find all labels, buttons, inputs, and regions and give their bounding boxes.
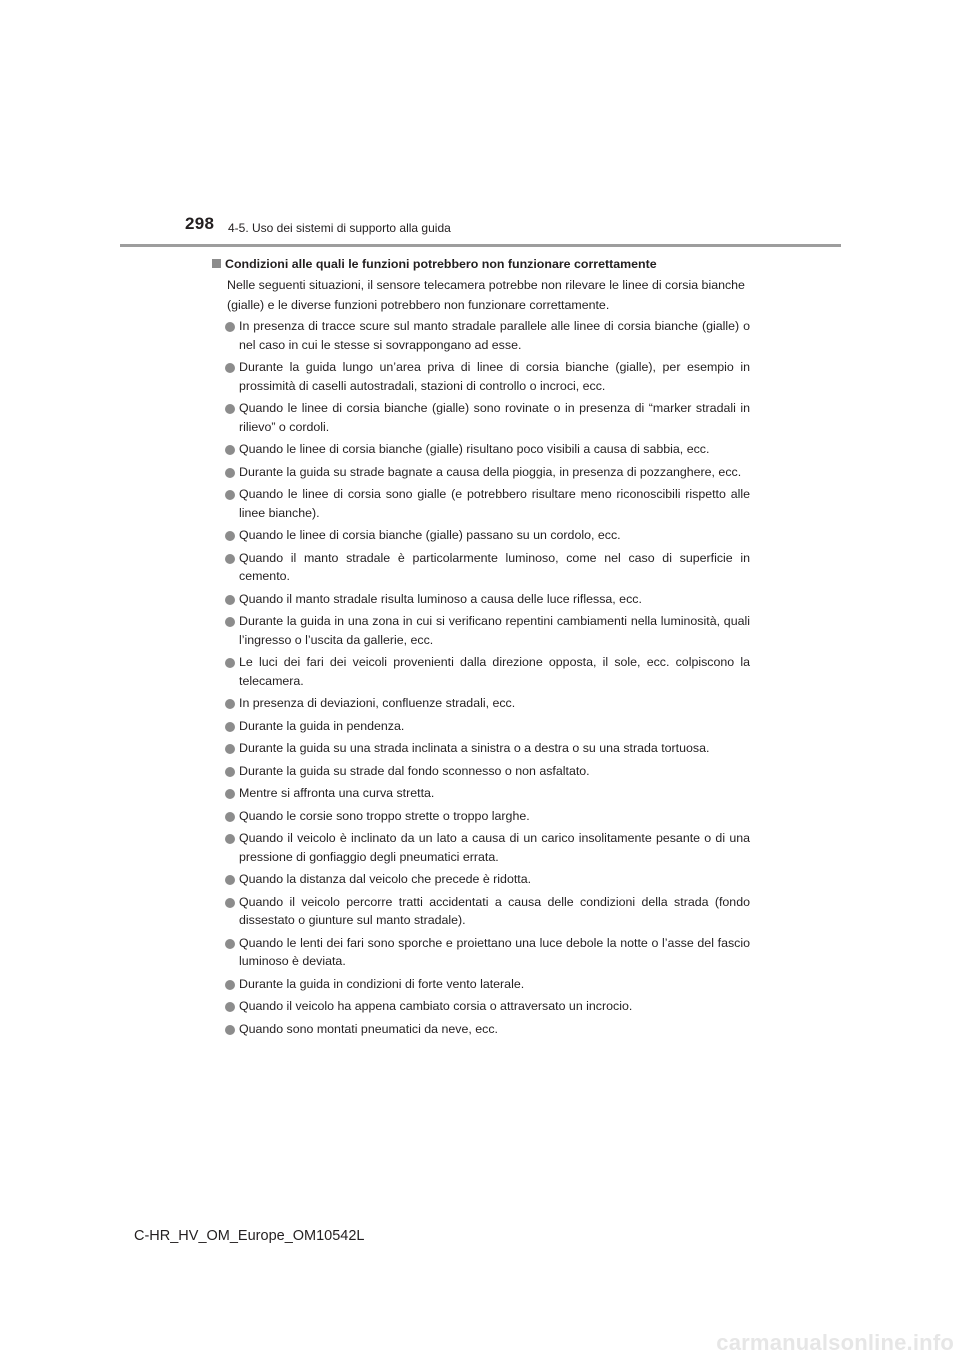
list-item-text: Quando il manto stradale è particolarmente luminoso, come nel caso di superficie in cemento. [239,550,750,583]
list-item-text: Durante la guida su strade dal fondo sconnesso o non asfaltato. [239,763,590,778]
list-item [225,893,750,930]
round-bullet-icon [225,789,235,799]
round-bullet-icon [225,322,235,332]
list-item-text: Quando il veicolo ha appena cambiato corsia o attraversato un incrocio. [239,999,633,1013]
list-item [225,870,750,889]
round-bullet-icon [225,722,235,732]
list-item-text: In presenza di deviazioni, confluenze stradali, ecc. [239,696,516,710]
list-item [225,997,750,1016]
list-item [225,463,750,482]
list-item [225,934,750,971]
list-item-text: Quando le lenti dei fari sono sporche e proiettano una luce debole la notte o l’asse del fascio luminoso è deviata. [239,935,750,968]
list-item-text: Quando le linee di corsia bianche (gialle) risultano poco visibili a causa di sabbia, ecc. [239,442,710,456]
intro-paragraph: Nelle seguenti situazioni, il sensore telecamera potrebbe non rilevare le linee di corsia bianche (gialle) e le diverse funzioni potrebbero non funzionare correttamente. [227,278,745,312]
list-item [225,653,750,690]
header-divider [120,244,841,247]
list-item-text: Le luci dei fari dei veicoli provenienti dalla direzione opposta, il sole, ecc. colpiscono la telecamera. [239,655,750,688]
list-item-text: Quando sono montati pneumatici da neve, ecc. [239,1021,498,1036]
round-bullet-icon [225,595,235,605]
list-item [225,829,750,866]
round-bullet-icon [225,554,235,564]
list-item [225,612,750,649]
list-item [225,440,750,459]
round-bullet-icon [225,834,235,844]
round-bullet-icon [225,1002,235,1012]
round-bullet-icon [225,658,235,668]
list-item [225,358,750,395]
round-bullet-icon [225,363,235,373]
section-title: 4-5. Uso dei sistemi di supporto alla guida [228,221,451,235]
round-bullet-icon [225,617,235,627]
list-item [225,526,750,545]
list-item [225,762,750,781]
list-item [225,694,750,713]
list-item [225,399,750,436]
list-item-text: Durante la guida lungo un’area priva di linee di corsia bianche (gialle), per esempio in prossimità di caselli autostradali, stazioni di controllo o incroci, ecc. [239,360,750,393]
list-item-text: Quando le linee di corsia sono gialle (e potrebbero risultare meno riconoscibili rispetto alle linee bianche). [239,487,750,520]
round-bullet-icon [225,490,235,500]
round-bullet-icon [225,980,235,990]
list-item [225,549,750,586]
round-bullet-icon [225,1025,235,1035]
round-bullet-icon [225,404,235,414]
list-item-text: Quando le linee di corsia bianche (gialle) passano su un cordolo, ecc. [239,528,621,542]
square-bullet-icon [212,259,221,268]
watermark: carmanualsonline.info [716,1330,954,1355]
list-item-text: Quando le corsie sono troppo strette o troppo larghe. [239,808,530,823]
list-item-text: Durante la guida su una strada inclinata a sinistra o a destra o su una strada tortuosa. [239,741,710,755]
list-item [225,739,750,758]
list-item-text: Durante la guida in pendenza. [239,718,405,733]
list-item-text: In presenza di tracce scure sul manto stradale parallele alle linee di corsia bianche (gialle) o nel caso in cui le stesse si sovrappongano ad esse. [239,319,750,352]
list-item-text: Quando le linee di corsia bianche (gialle) sono rovinate o in presenza di “marker stradali in rilievo” o cordoli. [239,401,750,434]
list-item [225,975,750,994]
round-bullet-icon [225,531,235,541]
page-number: 298 [185,214,215,233]
round-bullet-icon [225,875,235,885]
list-item [225,807,750,826]
round-bullet-icon [225,744,235,754]
round-bullet-icon [225,445,235,455]
list-item [225,784,750,803]
round-bullet-icon [225,812,235,822]
list-item-text: Durante la guida su strade bagnate a causa della pioggia, in presenza di pozzanghere, ecc. [239,464,742,479]
subheading-text: Condizioni alle quali le funzioni potrebbero non funzionare correttamente [225,257,657,271]
round-bullet-icon [225,898,235,908]
list-item-text: Quando il veicolo è inclinato da un lato a causa di un carico insolitamente pesante o di una pressione di gonfiaggio degli pneumatici errata. [239,831,750,864]
list-item [225,590,750,609]
document-code: C-HR_HV_OM_Europe_OM10542L [134,1228,365,1244]
list-item-text: Quando il veicolo percorre tratti accidentati a causa delle condizioni della strada (fondo dissestato o giunture sul manto stradale). [239,894,750,927]
round-bullet-icon [225,767,235,777]
round-bullet-icon [225,468,235,478]
list-item [225,1020,750,1039]
round-bullet-icon [225,939,235,949]
list-item-text: Quando il manto stradale risulta luminoso a causa delle luce riflessa, ecc. [239,591,642,606]
condition-list [212,317,750,1038]
subheading [212,255,750,273]
list-item-text: Quando la distanza dal veicolo che precede è ridotta. [239,872,532,886]
round-bullet-icon [225,699,235,709]
list-item-text: Mentre si affronta una curva stretta. [239,786,435,800]
list-item [225,717,750,736]
page-content [212,255,750,1042]
list-item-text: Durante la guida in condizioni di forte vento laterale. [239,976,525,991]
list-item-text: Durante la guida in una zona in cui si verificano repentini cambiamenti nella luminosità, quali l’ingresso o l’uscita da gallerie, ecc. [239,614,750,647]
list-item [225,485,750,522]
list-item [225,317,750,354]
